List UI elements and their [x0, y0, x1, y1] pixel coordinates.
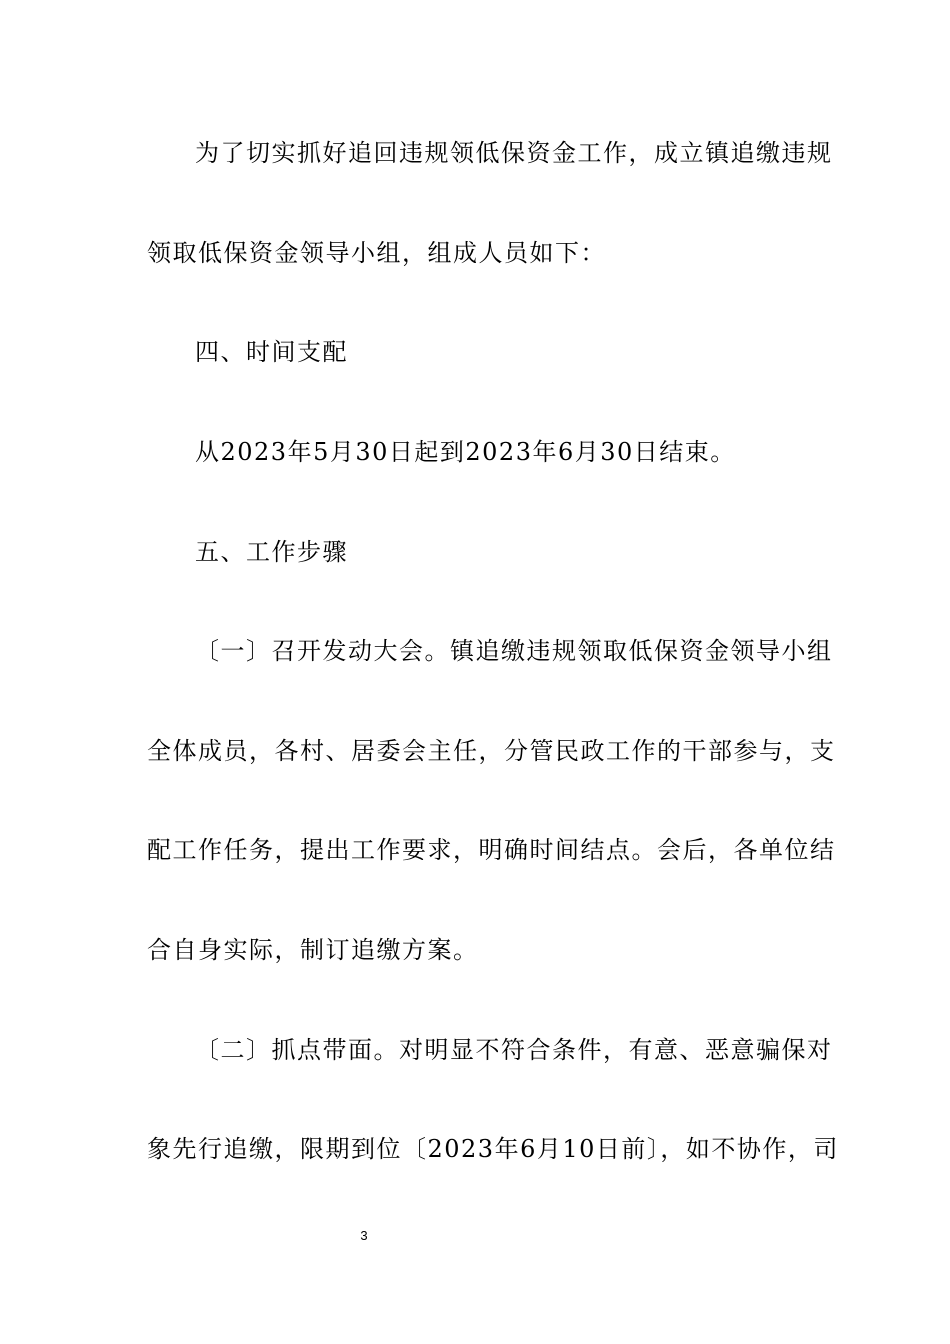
section-heading-time: 四、时间支配 [195, 338, 348, 366]
paragraph-line-step2-a: 〔二〕抓点带面。对明显不符合条件，有意、恶意骗保对 [195, 1036, 833, 1064]
page-number: 3 [360, 1228, 368, 1243]
section-heading-steps: 五、工作步骤 [195, 538, 348, 566]
paragraph-line-time-range: 从2023年5月30日起到2023年6月30日结束。 [195, 438, 736, 466]
paragraph-line-step1-c: 配工作任务，提出工作要求，明确时间结点。会后，各单位结 [147, 836, 836, 864]
paragraph-line-step1-d: 合自身实际，制订追缴方案。 [147, 936, 479, 964]
paragraph-line-step2-b: 象先行追缴，限期到位〔2023年6月10日前〕，如不协作，司 [147, 1135, 839, 1163]
paragraph-line-step1-a: 〔一〕召开发动大会。镇追缴违规领取低保资金领导小组 [195, 637, 833, 665]
paragraph-line-step1-b: 全体成员，各村、居委会主任，分管民政工作的干部参与，支 [147, 737, 836, 765]
paragraph-line-2: 领取低保资金领导小组，组成人员如下： [147, 239, 606, 267]
paragraph-line-1: 为了切实抓好追回违规领低保资金工作，成立镇追缴违规 [195, 139, 833, 167]
